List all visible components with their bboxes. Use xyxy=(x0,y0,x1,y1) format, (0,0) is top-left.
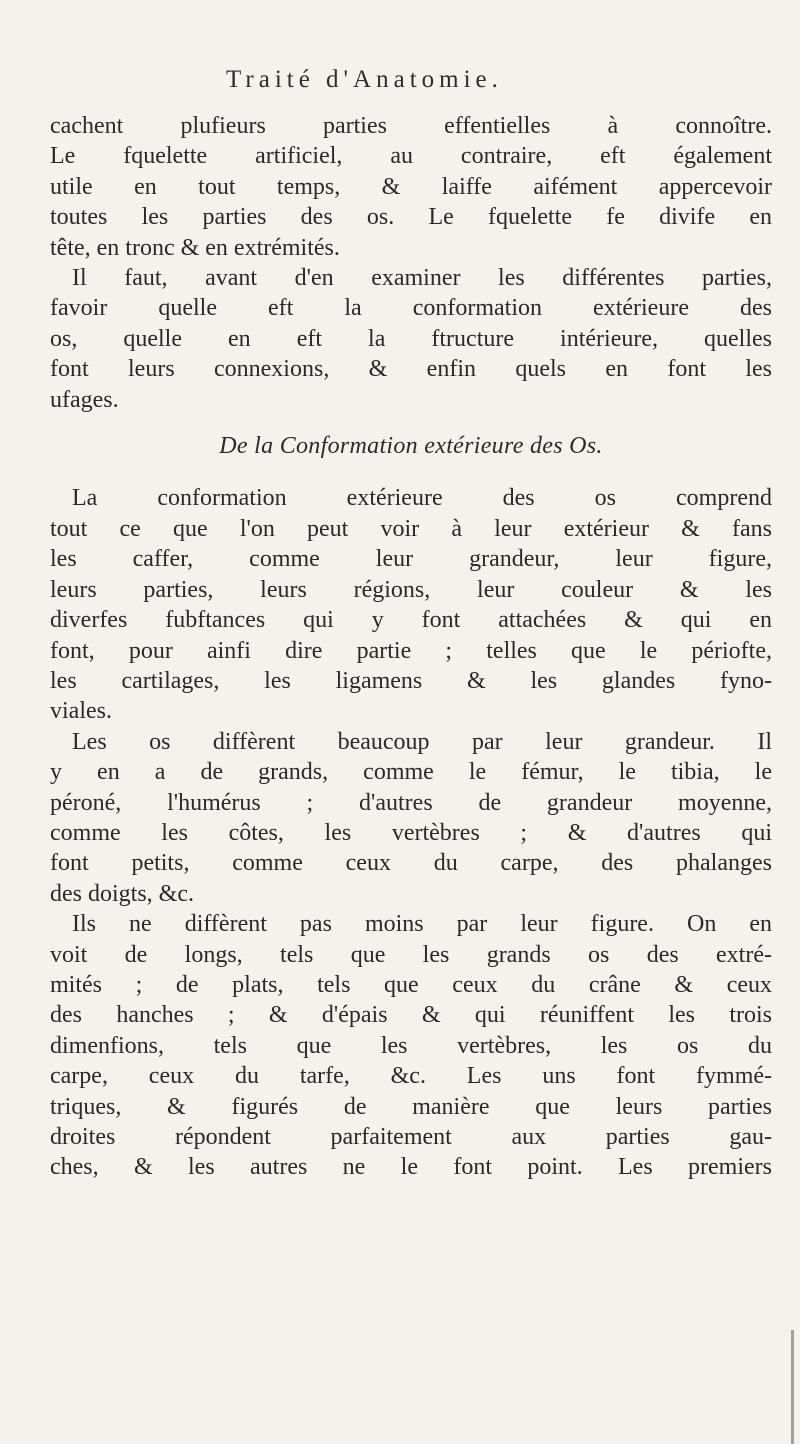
paragraph-3 xyxy=(50,483,772,726)
text-line: ufages. xyxy=(50,386,119,413)
paragraph-2 xyxy=(50,263,772,415)
text-line: tête, en tronc & en extrémités. xyxy=(50,234,340,261)
text-line: cachent plufieurs parties effentielles à connoître. xyxy=(50,113,772,139)
text-line: des hanches ; & d'épais & qui réuniffent les trois xyxy=(50,1002,772,1029)
text-line: péroné, l'humérus ; d'autres de grandeur moyenne, xyxy=(50,789,772,816)
text-line: mités ; de plats, tels que ceux du crâne & ceux xyxy=(50,971,772,998)
text-line: les cartilages, les ligamens & les glandes fyno- xyxy=(50,667,772,694)
text-line: font petits, comme ceux du carpe, des phalanges xyxy=(50,850,772,877)
text-line: tout ce que l'on peut voir à leur extérieur & fans xyxy=(50,515,772,542)
text-line: font, pour ainfi dire partie ; telles que le périofte, xyxy=(50,637,772,664)
text-line: La conformation extérieure des os comprend xyxy=(72,485,772,512)
text-line: os, quelle en eft la ftructure intérieure, quelles xyxy=(50,325,772,352)
text-line: toutes les parties des os. Le fquelette fe divife en xyxy=(50,204,772,231)
running-head: Traité d'Anatomie. xyxy=(226,66,503,93)
body-text xyxy=(50,111,772,1183)
text-line: Ils ne diffèrent pas moins par leur figure. On en xyxy=(72,911,772,938)
text-line: voit de longs, tels que les grands os des extré- xyxy=(50,941,772,968)
text-line: viales. xyxy=(50,698,112,725)
paragraph-1 xyxy=(50,111,772,263)
text-line: carpe, ceux du tarfe, &c. Les uns font fymmé- xyxy=(50,1063,772,1090)
text-line: comme les côtes, les vertèbres ; & d'autres qui xyxy=(50,819,772,846)
text-line: dimenfions, tels que les vertèbres, les os du xyxy=(50,1032,772,1059)
text-line: les caffer, comme leur grandeur, leur figure, xyxy=(50,546,772,573)
paragraph-4 xyxy=(50,727,772,909)
page-edge-shadow xyxy=(791,1330,794,1444)
text-line: Il faut, avant d'en examiner les différentes parties, xyxy=(72,265,772,292)
text-line: Le fquelette artificiel, au contraire, eft également xyxy=(50,143,772,170)
text-line: des doigts, &c. xyxy=(50,880,194,907)
text-line: diverfes fubftances qui y font attachées & qui en xyxy=(50,607,772,634)
section-title: De la Conformation extérieure des Os. xyxy=(219,433,603,460)
paragraph-5 xyxy=(50,909,772,1183)
text-line: y en a de grands, comme le fémur, le tibia, le xyxy=(50,759,772,786)
text-line: leurs parties, leurs régions, leur couleur & les xyxy=(50,576,772,603)
text-line: triques, & figurés de manière que leurs parties xyxy=(50,1093,772,1120)
text-line: favoir quelle eft la conformation extérieure des xyxy=(50,295,772,322)
text-line: droites répondent parfaitement aux parties gau- xyxy=(50,1124,772,1150)
text-line: utile en tout temps, & laiffe aifément appercevoir xyxy=(50,173,772,200)
text-line: font leurs connexions, & enfin quels en font les xyxy=(50,356,772,383)
text-line: ches, & les autres ne le font point. Les premiers xyxy=(50,1154,772,1181)
text-line: Les os diffèrent beaucoup par leur grandeur. Il xyxy=(72,728,772,755)
